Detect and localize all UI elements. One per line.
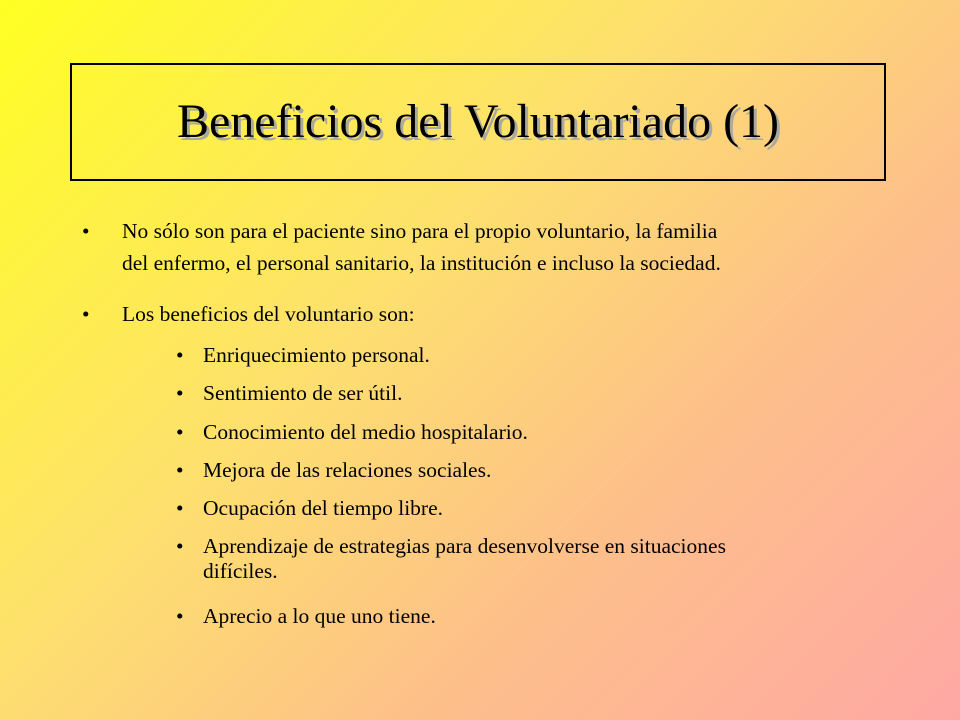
bullet-dot: • xyxy=(176,343,184,367)
bullet-dot: • xyxy=(176,534,184,558)
main-bullet-1-line-2: del enfermo, el personal sanitario, la institución e incluso la sociedad. xyxy=(122,251,721,275)
bullet-dot: • xyxy=(82,302,90,326)
sub-bullet-7-text: Aprecio a lo que uno tiene. xyxy=(203,604,436,628)
bullet-dot: • xyxy=(176,381,184,405)
sub-bullet-5-text: Ocupación del tiempo libre. xyxy=(203,496,444,520)
sub-bullet-6-line-2: difíciles. xyxy=(203,559,278,583)
sub-bullet-6-line-1: Aprendizaje de estrategias para desenvolverse en situaciones xyxy=(203,534,726,558)
bullet-dot: • xyxy=(176,496,184,520)
slide-title: Beneficios del Voluntariado (1) xyxy=(176,95,780,148)
bullet-dot: • xyxy=(176,458,184,482)
sub-bullet-2-text: Sentimiento de ser útil. xyxy=(203,381,403,405)
sub-bullet-1-text: Enriquecimiento personal. xyxy=(203,343,430,367)
main-bullet-2-line-1: Los beneficios del voluntario son: xyxy=(122,302,415,326)
sub-bullet-4-text: Mejora de las relaciones sociales. xyxy=(203,458,492,482)
sub-bullet-3-text: Conocimiento del medio hospitalario. xyxy=(203,420,528,444)
bullet-dot: • xyxy=(176,420,184,444)
bullet-dot: • xyxy=(82,219,90,243)
main-bullet-1-line-1: No sólo son para el paciente sino para el propio voluntario, la familia xyxy=(122,219,718,243)
bullet-dot: • xyxy=(176,604,184,628)
